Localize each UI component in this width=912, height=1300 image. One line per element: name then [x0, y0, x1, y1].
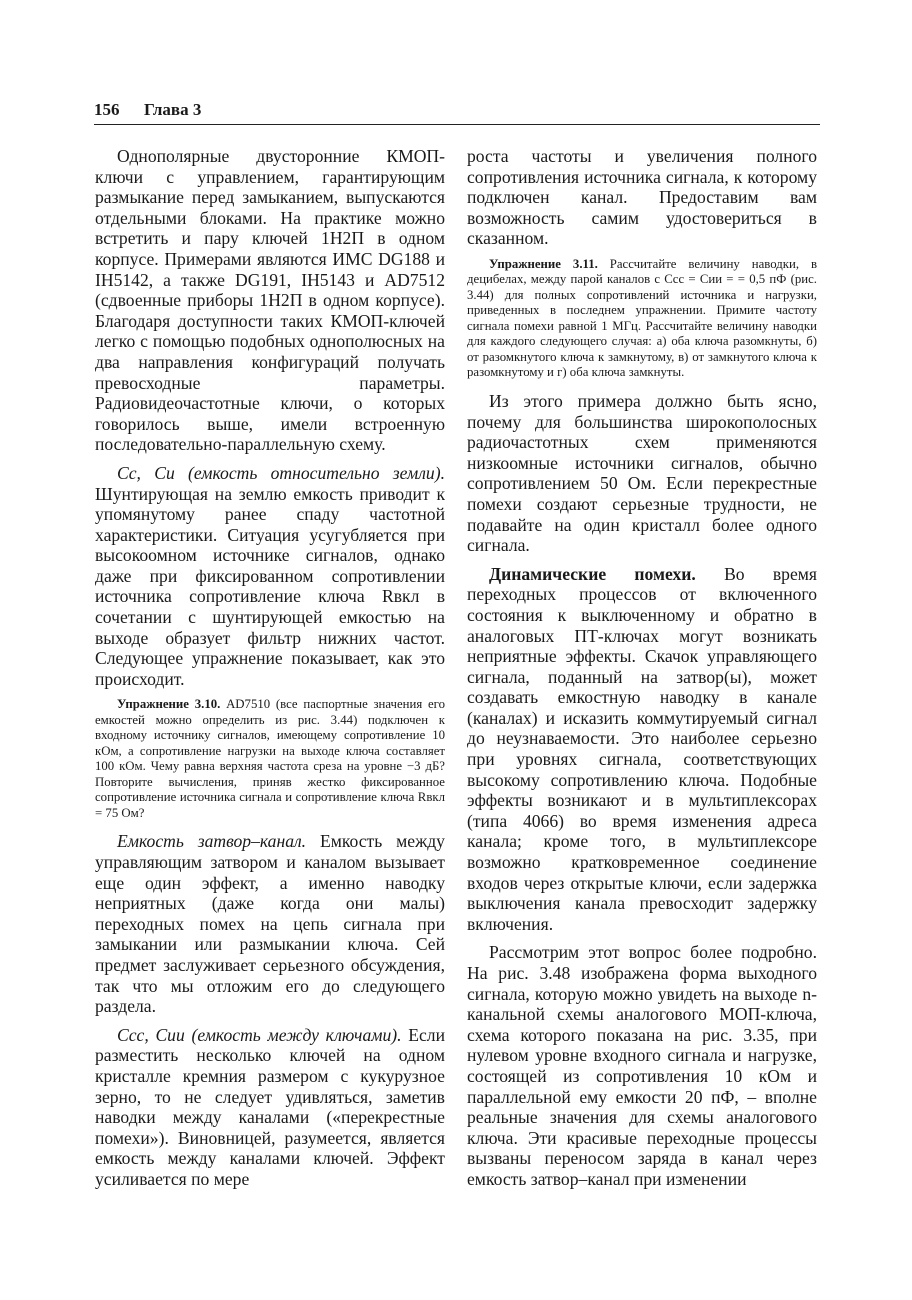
paragraph-text: Если разместить несколько ключей на одном кристалле кремния размером с кукурузное зерно, то не следует удивляться, заметив наводки между каналами («перекрестные помехи»). Виновницей, разумеется, является емкость между каналами ключей. Эффект усиливается по мере [95, 1024, 445, 1189]
paragraph: Однополярные двусторонние КМОП-ключи с управлением, гарантирующим размыкание перед замыканием, выпускаются отдельными блоками. На практике можно встретить и пару ключей 1Н2П в одном корпусе. Примерами являются ИМС DG188 и IH5142, а также DG191, IH5143 и AD7512 (сдвоенные приборы 1Н2П в одном корпусе). Благодаря доступности таких КМОП-ключей легко с помощью подобных однополюсных на два направления конфигураций получать превосходные параметры. Радиовидеочастотные ключи, о которых говорилось выше, имели встроенную последовательно-параллельную схему. [95, 146, 445, 455]
paragraph [95, 463, 445, 690]
left-column [95, 146, 445, 1198]
paragraph: Из этого примера должно быть ясно, почему для большинства широкополосных радиочастотных схем применяются низкоомные источники сигналов, обычно сопротивлением 50 Ом. Если перекрестные помехи создают серьезные трудности, не подавайте на один кристалл более одного сигнала. [467, 390, 817, 556]
exercise-3-11 [467, 257, 817, 381]
exercise-text: AD7510 (все паспортные значения его емкостей можно определить из рис. 3.44) подключен к входному источнику сигналов, имеющему сопротивление 10 кОм, а сопротивление нагрузки на выходе ключа составляет 100 кОм. Чему равна верхняя частота среза на уровне −3 дБ? Повторите вычисления, приняв жестко фиксированное сопротивление источника сигнала и сопротивление ключа Rвкл = 75 Ом? [95, 697, 445, 820]
right-column [467, 146, 817, 1198]
chapter-title: Глава 3 [144, 100, 202, 119]
paragraph-lead: Cc, Cи (емкость относительно земли). [117, 462, 445, 483]
paragraph-lead: Емкость затвор–канал. [117, 831, 307, 852]
page-number: 156 [94, 100, 120, 119]
paragraph [467, 564, 817, 935]
paragraph-lead: Динамические помехи. [489, 563, 696, 584]
paragraph: роста частоты и увеличения полного сопротивления источника сигнала, к которому подключен канал. Предоставим вам возможность самим удостовериться в сказанном. [467, 146, 817, 249]
paragraph [95, 1025, 445, 1190]
paragraph-text: Шунтирующая на землю емкость приводит к упомянутому ранее спаду частотной характеристики. Ситуация усугубляется при высокоомном источнике сигналов, однако даже при фиксированном сопротивлении источника сопротивление ключа Rвкл в сочетании с шунтирующей емкостью на выходе образует фильтр нижних частот. Следующее упражнение показывает, как это происходит. [95, 483, 445, 689]
paragraph-lead: Ccc, Cии (емкость между ключами). [117, 1024, 402, 1045]
exercise-label: Упражнение 3.10. [117, 697, 221, 712]
paragraph-text: Во время переходных процессов от включенного состояния к выключенному и обратно в аналоговых ПТ-ключах могут возникать неприятные эффекты. Скачок управляющего сигнала, поданный на затвор(ы), может создавать емкостную наводку в канале (каналах) и исказить коммутируемый сигнал до неузнаваемости. Это наиболее серьезно при уровнях сигнала, соответствующих высокому сопротивлению ключа. Подобные эффекты возникают и в мультиплексорах (типа 4066) во время изменения адреса канала; кроме того, в мультиплексоре возможно кратковременное соединение входов через открытые ключи, если задержка выключения канала превосходит задержку включения. [467, 563, 818, 934]
exercise-label: Упражнение 3.11. [489, 256, 598, 271]
paragraph [95, 831, 445, 1016]
exercise-text: Рассчитайте величину наводки, в децибелах, между парой каналов с Ccc = Cии = = 0,5 пФ (рис. 3.44) для полных сопротивлений источника и нагрузки, приведенных в последнем упражнении. Примите частоту сигнала помехи равной 1 МГц. Рассчитайте величину наводки для каждого следующего случая: а) оба ключа разомкнуты, б) от разомкнутого ключа к замкнутому, в) от замкнутого ключа к разомкнутому и г) оба ключа замкнуты. [467, 256, 818, 380]
paragraph: Рассмотрим этот вопрос более подробно. На рис. 3.48 изображена форма выходного сигнала, которую можно увидеть на выходе n-канальной схемы аналогового МОП-ключа, схема которого показана на рис. 3.35, при нулевом уровне входного сигнала и нагрузке, состоящей из сопротивления 10 кОм и параллельной ему емкости 20 пФ, – вполне реальные значения для схемы аналогового ключа. Эти красивые переходные процессы вызваны переносом заряда в канал через емкость затвор–канал при изменении [467, 942, 817, 1189]
exercise-3-10 [95, 697, 445, 821]
paragraph-text: Емкость между управляющим затвором и каналом вызывает еще один эффект, а именно наводку неприятных (даже когда они малы) переходных помех на цепь сигнала при замыкании или размыкании ключа. Сей предмет заслуживает серьезного обсуждения, так что мы отложим его до следующего раздела. [95, 831, 445, 1017]
page-header [94, 98, 820, 125]
